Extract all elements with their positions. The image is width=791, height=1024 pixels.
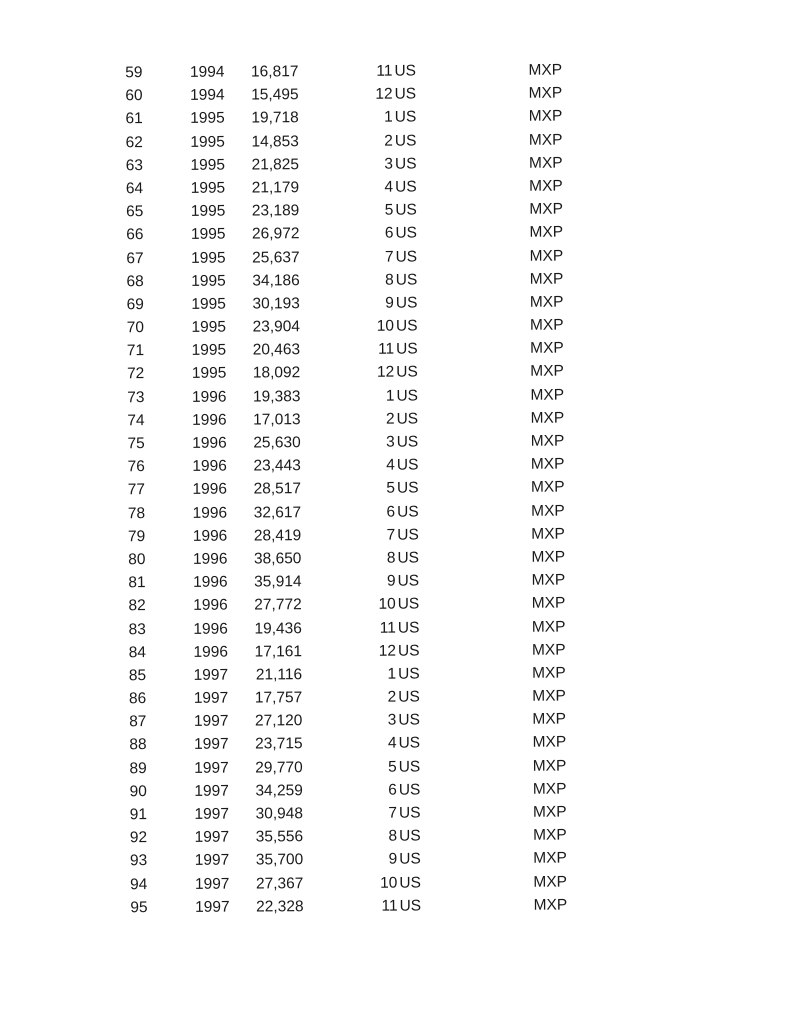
month-cell: 12	[378, 642, 397, 660]
year-cell: 1997	[194, 759, 229, 777]
row-index: 81	[128, 574, 146, 592]
row-index: 68	[126, 272, 144, 290]
month-cell: 6	[388, 781, 397, 799]
value-cell: 18,092	[252, 364, 301, 382]
year-cell: 1995	[190, 110, 225, 128]
table-row	[103, 406, 603, 432]
month-cell: 11	[376, 62, 393, 80]
currency-cell: MXP	[530, 478, 565, 497]
table-row	[103, 453, 603, 479]
table-row	[102, 313, 602, 339]
currency-cell: MXP	[530, 455, 565, 473]
row-index: 71	[126, 342, 145, 360]
country-cell: US	[397, 595, 420, 613]
row-index: 62	[125, 133, 143, 151]
table-row	[104, 592, 604, 618]
value-cell: 21,179	[251, 179, 300, 197]
table-row	[102, 290, 602, 316]
row-index: 87	[129, 713, 147, 731]
currency-cell: MXP	[532, 733, 567, 752]
year-cell: 1996	[191, 388, 227, 406]
table-row	[104, 638, 604, 664]
month-cell: 10	[380, 874, 398, 892]
month-cell: 3	[386, 433, 395, 451]
country-cell: US	[397, 503, 419, 521]
country-cell: US	[395, 271, 418, 289]
month-cell: 8	[388, 827, 398, 845]
currency-cell: MXP	[531, 641, 566, 659]
value-cell: 23,443	[253, 457, 301, 475]
month-cell: 9	[388, 850, 398, 869]
currency-cell: MXP	[531, 548, 566, 566]
row-index: 84	[128, 643, 147, 661]
year-cell: 1997	[194, 782, 229, 800]
row-index: 65	[125, 203, 144, 221]
row-index: 86	[128, 690, 147, 708]
month-cell: 5	[388, 758, 397, 776]
table-row	[105, 800, 605, 826]
row-index: 90	[129, 782, 147, 801]
currency-cell: MXP	[533, 896, 568, 914]
month-cell: 2	[387, 688, 397, 706]
year-cell: 1997	[193, 666, 229, 684]
country-cell: US	[397, 549, 420, 567]
value-cell: 23,715	[255, 735, 303, 753]
year-cell: 1997	[194, 805, 230, 823]
country-cell: US	[395, 201, 417, 219]
value-cell: 27,120	[254, 712, 303, 730]
value-cell: 28,517	[253, 480, 302, 498]
country-cell: US	[396, 410, 419, 428]
month-cell: 12	[376, 364, 395, 382]
year-cell: 1996	[192, 480, 228, 499]
country-cell: US	[396, 433, 419, 451]
year-cell: 1995	[191, 341, 227, 360]
value-cell: 29,770	[255, 758, 303, 777]
month-cell: 4	[384, 178, 394, 196]
country-cell: US	[396, 456, 419, 474]
value-cell: 30,193	[252, 295, 300, 313]
year-cell: 1996	[193, 643, 229, 661]
row-index: 74	[127, 411, 145, 430]
currency-cell: MXP	[529, 270, 564, 288]
currency-cell: MXP	[532, 710, 567, 729]
year-cell: 1995	[190, 133, 225, 151]
row-index: 95	[130, 898, 148, 916]
month-cell: 6	[384, 224, 394, 242]
row-index: 92	[129, 829, 148, 847]
table-row	[103, 499, 603, 525]
country-cell: US	[397, 618, 420, 637]
table-row	[104, 684, 604, 710]
month-cell: 7	[384, 248, 394, 266]
currency-cell: MXP	[530, 363, 564, 381]
currency-cell: MXP	[532, 803, 567, 821]
row-index: 63	[125, 156, 144, 174]
value-cell: 34,186	[252, 271, 300, 290]
table-row	[105, 824, 605, 850]
row-index: 70	[126, 319, 145, 337]
country-cell: US	[395, 317, 418, 335]
currency-cell: MXP	[533, 849, 567, 868]
currency-cell: MXP	[528, 131, 563, 149]
table-row	[100, 58, 600, 84]
month-cell: 7	[388, 804, 398, 822]
year-cell: 1996	[192, 457, 227, 476]
row-index: 73	[127, 388, 145, 406]
currency-cell: MXP	[531, 571, 566, 589]
value-cell: 28,419	[253, 526, 302, 545]
country-cell: US	[394, 132, 417, 150]
row-index: 75	[127, 435, 145, 453]
currency-cell: MXP	[531, 502, 565, 520]
country-cell: US	[394, 62, 417, 80]
table-row	[103, 522, 603, 548]
month-cell: 9	[385, 294, 394, 312]
month-cell: 1	[384, 108, 393, 127]
table-row	[101, 105, 601, 131]
currency-cell: MXP	[529, 223, 564, 242]
country-cell: US	[399, 897, 422, 915]
value-cell: 19,383	[252, 387, 301, 406]
year-cell: 1995	[191, 365, 227, 383]
currency-cell: MXP	[529, 316, 564, 334]
year-cell: 1995	[191, 272, 226, 290]
country-cell: US	[399, 850, 421, 868]
currency-cell: MXP	[528, 154, 563, 172]
year-cell: 1997	[194, 851, 230, 870]
currency-cell: MXP	[532, 780, 567, 798]
country-cell: US	[397, 572, 420, 590]
row-index: 66	[126, 226, 144, 244]
country-cell: US	[397, 526, 419, 544]
table-row	[105, 870, 605, 896]
country-cell: US	[398, 734, 421, 753]
year-cell: 1994	[190, 86, 225, 105]
month-cell: 12	[375, 85, 393, 103]
value-cell: 17,013	[253, 410, 301, 429]
value-cell: 14,853	[251, 132, 299, 151]
year-cell: 1995	[191, 318, 227, 336]
month-cell: 10	[378, 595, 396, 614]
value-cell: 22,328	[256, 897, 304, 916]
country-cell: US	[396, 363, 418, 382]
month-cell: 11	[377, 340, 395, 358]
month-cell: 11	[379, 619, 396, 637]
value-cell: 23,189	[251, 202, 300, 220]
month-cell: 3	[387, 711, 397, 729]
row-index: 91	[129, 806, 148, 824]
year-cell: 1997	[193, 689, 229, 707]
month-cell: 8	[386, 549, 396, 567]
currency-cell: MXP	[529, 177, 563, 195]
table-row	[101, 128, 601, 154]
row-index: 94	[130, 875, 148, 893]
value-cell: 26,972	[251, 225, 300, 243]
month-cell: 7	[386, 526, 396, 544]
value-cell: 27,367	[255, 874, 304, 893]
month-cell: 2	[384, 132, 393, 150]
value-cell: 17,757	[254, 689, 303, 707]
currency-cell: MXP	[533, 873, 568, 891]
year-cell: 1996	[192, 550, 228, 568]
table-row	[101, 174, 601, 200]
month-cell: 4	[387, 735, 397, 753]
value-cell: 35,556	[255, 828, 304, 846]
value-cell: 35,700	[255, 851, 304, 869]
value-cell: 35,914	[254, 573, 302, 591]
currency-cell: MXP	[530, 409, 565, 427]
country-cell: US	[399, 874, 421, 892]
table-row	[102, 337, 602, 363]
currency-cell: MXP	[530, 339, 564, 358]
value-cell: 17,161	[254, 642, 303, 661]
currency-cell: MXP	[529, 200, 563, 218]
row-index: 78	[127, 504, 146, 522]
table-row	[105, 754, 605, 780]
month-cell: 3	[384, 155, 394, 173]
country-cell: US	[396, 340, 418, 358]
currency-cell: MXP	[532, 757, 567, 775]
year-cell: 1997	[193, 712, 229, 731]
table-row	[105, 893, 605, 919]
value-cell: 27,772	[254, 596, 302, 614]
row-index: 85	[128, 666, 147, 685]
value-cell: 38,650	[253, 550, 302, 568]
year-cell: 1997	[194, 875, 230, 893]
row-index: 61	[125, 110, 143, 128]
value-cell: 19,436	[254, 619, 302, 637]
value-cell: 21,116	[255, 666, 303, 684]
month-cell: 5	[386, 479, 396, 498]
table-row	[104, 708, 604, 734]
currency-cell: MXP	[528, 84, 563, 102]
row-index: 67	[126, 249, 144, 267]
month-cell: 10	[376, 317, 395, 335]
country-cell: US	[398, 688, 420, 706]
country-cell: US	[395, 178, 417, 196]
table-row	[102, 383, 602, 409]
table-row	[105, 847, 605, 873]
value-cell: 16,817	[250, 63, 299, 81]
value-cell: 23,904	[252, 318, 301, 336]
country-cell: US	[394, 155, 417, 173]
country-cell: US	[394, 108, 417, 126]
country-cell: US	[398, 804, 421, 822]
year-cell: 1997	[194, 828, 230, 847]
table-row	[102, 360, 602, 386]
country-cell: US	[398, 711, 421, 729]
value-cell: 25,637	[252, 248, 300, 266]
year-cell: 1995	[190, 179, 226, 197]
row-index: 69	[126, 296, 144, 314]
month-cell: 5	[384, 201, 394, 219]
month-cell: 9	[386, 572, 396, 590]
currency-cell: MXP	[530, 386, 565, 404]
table-row	[102, 244, 602, 270]
year-cell: 1995	[190, 225, 226, 244]
data-table	[100, 58, 605, 919]
country-cell: US	[394, 85, 417, 103]
row-index: 88	[129, 736, 147, 754]
currency-cell: MXP	[529, 247, 564, 265]
row-index: 89	[129, 759, 147, 777]
table-row	[104, 661, 604, 687]
month-cell: 4	[386, 456, 395, 474]
month-cell: 11	[381, 897, 398, 915]
value-cell: 34,259	[255, 781, 303, 800]
country-cell: US	[395, 294, 418, 312]
year-cell: 1996	[193, 620, 228, 638]
currency-cell: MXP	[530, 432, 565, 450]
year-cell: 1995	[191, 249, 226, 267]
year-cell: 1996	[192, 504, 228, 522]
month-cell: 6	[386, 503, 396, 521]
month-cell: 2	[385, 410, 395, 428]
year-cell: 1995	[190, 202, 226, 220]
value-cell: 20,463	[252, 341, 301, 359]
currency-cell: MXP	[531, 525, 565, 543]
country-cell: US	[397, 642, 420, 660]
year-cell: 1995	[190, 156, 226, 174]
currency-cell: MXP	[532, 664, 566, 682]
year-cell: 1997	[194, 736, 229, 754]
row-index: 77	[127, 481, 146, 499]
year-cell: 1996	[192, 434, 227, 452]
row-index: 72	[126, 365, 145, 383]
currency-cell: MXP	[531, 618, 566, 636]
year-cell: 1994	[189, 63, 225, 81]
country-cell: US	[395, 224, 418, 242]
table-row	[104, 731, 604, 757]
year-cell: 1995	[191, 295, 226, 313]
country-cell: US	[398, 758, 421, 776]
row-index: 80	[128, 551, 146, 569]
year-cell: 1996	[193, 596, 228, 615]
row-index: 79	[127, 527, 146, 545]
row-index: 82	[128, 597, 146, 615]
currency-cell: MXP	[529, 293, 564, 311]
row-index: 76	[127, 458, 145, 476]
table-row	[101, 151, 601, 177]
country-cell: US	[396, 479, 419, 497]
year-cell: 1996	[192, 411, 227, 429]
year-cell: 1996	[193, 573, 228, 591]
value-cell: 25,630	[253, 434, 301, 452]
country-cell: US	[398, 781, 421, 799]
table-row	[101, 221, 601, 247]
year-cell: 1997	[195, 898, 230, 916]
month-cell: 1	[385, 387, 395, 405]
currency-cell: MXP	[528, 107, 563, 126]
table-row	[103, 568, 603, 594]
row-index: 59	[125, 64, 143, 82]
row-index: 93	[129, 852, 148, 870]
table-row	[103, 476, 603, 502]
value-cell: 15,495	[251, 86, 299, 104]
table-row	[103, 545, 603, 571]
year-cell: 1996	[192, 527, 228, 545]
country-cell: US	[398, 665, 420, 683]
table-row	[102, 267, 602, 293]
month-cell: 8	[385, 271, 394, 289]
row-index: 64	[125, 180, 144, 198]
table-row	[101, 197, 601, 223]
currency-cell: MXP	[528, 61, 563, 79]
value-cell: 19,718	[251, 109, 299, 127]
row-index: 83	[128, 620, 146, 638]
table-row	[103, 429, 603, 455]
currency-cell: MXP	[532, 687, 566, 705]
row-index: 60	[125, 87, 143, 105]
country-cell: US	[399, 827, 421, 845]
currency-cell: MXP	[531, 594, 566, 613]
value-cell: 21,825	[251, 155, 300, 174]
value-cell: 32,617	[253, 503, 302, 522]
table-row	[105, 777, 605, 803]
value-cell: 30,948	[255, 805, 304, 823]
table-row	[104, 615, 604, 641]
table-row	[101, 82, 601, 108]
country-cell: US	[396, 387, 419, 405]
month-cell: 1	[387, 665, 397, 683]
country-cell: US	[395, 247, 418, 266]
currency-cell: MXP	[533, 826, 567, 844]
